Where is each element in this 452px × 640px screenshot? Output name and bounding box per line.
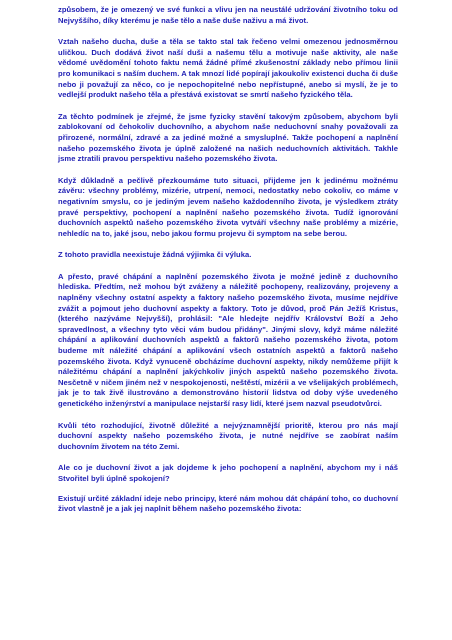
paragraph-5: Z tohoto pravidla neexistuje žádná výjimka či výluka. xyxy=(58,250,252,260)
paragraph-1: způsobem, že je omezený ve své funkci a vlivu jen na neustálé udržování životního toku od Nejvyššího, díky kterému je naše tělo a naše duše naživu a má život. xyxy=(58,5,398,25)
paragraph-3: Za těchto podmínek je zřejmé, že jsme fyzicky stavění takovým způsobem, abychom byli zablokovaní od čehokoliv duchovního, a abychom naše neduchovní snahy považovali za přirozené, normální, zdravé a za jediné možné a smysluplné. Takže pochopení a naplnění našeho pozemského života je úplně založené na našich neduchovních aktivitách. Takhle jsme ztratili pravou perspektivu našeho pozemského života. xyxy=(58,111,398,164)
paragraph-2: Vztah našeho ducha, duše a těla se takto stal tak řečeno velmi omezenou jednosměrnou uličkou. Duch dodává život naší duši a našemu tělu a motivuje naše aktivity, ale naše vědomé uvědomění tohoto faktu nemá žádné přímé zkušenostní základy nebo přímou linii pro komunikaci s naším duchem. A tak mnozí lidé popírají jakoukoliv existenci ducha či duše nebo ji považují za něco, co je nepochopitelné nebo nepřístupné, anebo si myslí, že je to vedlejší produkt našeho těla a přestává existovat se smrtí našeho fyzického těla. xyxy=(58,37,398,100)
paragraph-6: A přesto, pravé chápání a naplnění pozemského života je možné jedině z duchovního hlediska. Předtím, než mohou být zváženy a náležitě pochopeny, realizovány, projeveny a naplněny všechny ostatní aspekty a faktory našeho pozemského života, musíme nejdříve zvážit a pojmout jeho duchovní aspekty a faktory. Toto je důvod, proč Pán Ježíš Kristus, (kterého nazýváme Nejvyšší), prohlásil: "Ale hledejte nejdřív Království Boží a Jeho spravedlnost, a všechny tyto věci vám budou přidány". Jinými slovy, když máme náležité chápání a aplikování duchovních aspektů a faktorů našeho pozemského života, potom budeme mít náležité chápání a aplikování všech ostatních aspektů a faktorů našeho pozemského života. Když vynuceně obcházíme duchovní aspekty, nikdy nemůžeme přijít k náležitému chápání a naplnění jakýchkoliv jiných aspektů našeho pozemského života. Nesčetně v ničem jiném než v nespokojenosti, neštěstí, mizérii a ve všelijakých problémech, jak je to tak živě ilustrováno a demonstrováno historií lidstva od doby výše uvedeného genetického inženýrství a manipulace nejstarší rasy lidí, které jsem nazval pseudotvůrci. xyxy=(58,271,398,408)
paragraph-7: Kvůli této rozhodující, životně důležité a nejvýznamnější prioritě, kterou pro nás mají duchovní aspekty našeho pozemského života, je nutné nejdříve se zaobírat naším duchovním životem na této Zemi. xyxy=(58,420,398,451)
paragraph-8: Ale co je duchovní život a jak dojdeme k jeho pochopení a naplnění, abychom my i náš Stvořitel byli úplně spokojení? xyxy=(58,463,398,483)
paragraph-4: Když důkladně a pečlivě přezkoumáme tuto situaci, přijdeme jen k jedinému možnému závěru: všechny problémy, mizérie, utrpení, nemoci, nedostatky nebo cokoliv, co máme v negativním smyslu, co je jediným jevem našeho každodenního života, je výsledkem ztráty pravé perspektivy, pochopení a naplnění našeho pozemského života. Tudíž ignorování duchovních aspektů našeho pozemského života vytváří všechny naše problémy a mizérie, nehledíc na to, jaké jsou, nebo jakou formu projevu či symptom na sebe berou. xyxy=(58,175,398,238)
paragraph-9: Existují určité základní ideje nebo principy, které nám mohou dát chápání toho, co duchovní život vlastně je a jak jej naplnit během našeho pozemského života: xyxy=(58,493,398,514)
